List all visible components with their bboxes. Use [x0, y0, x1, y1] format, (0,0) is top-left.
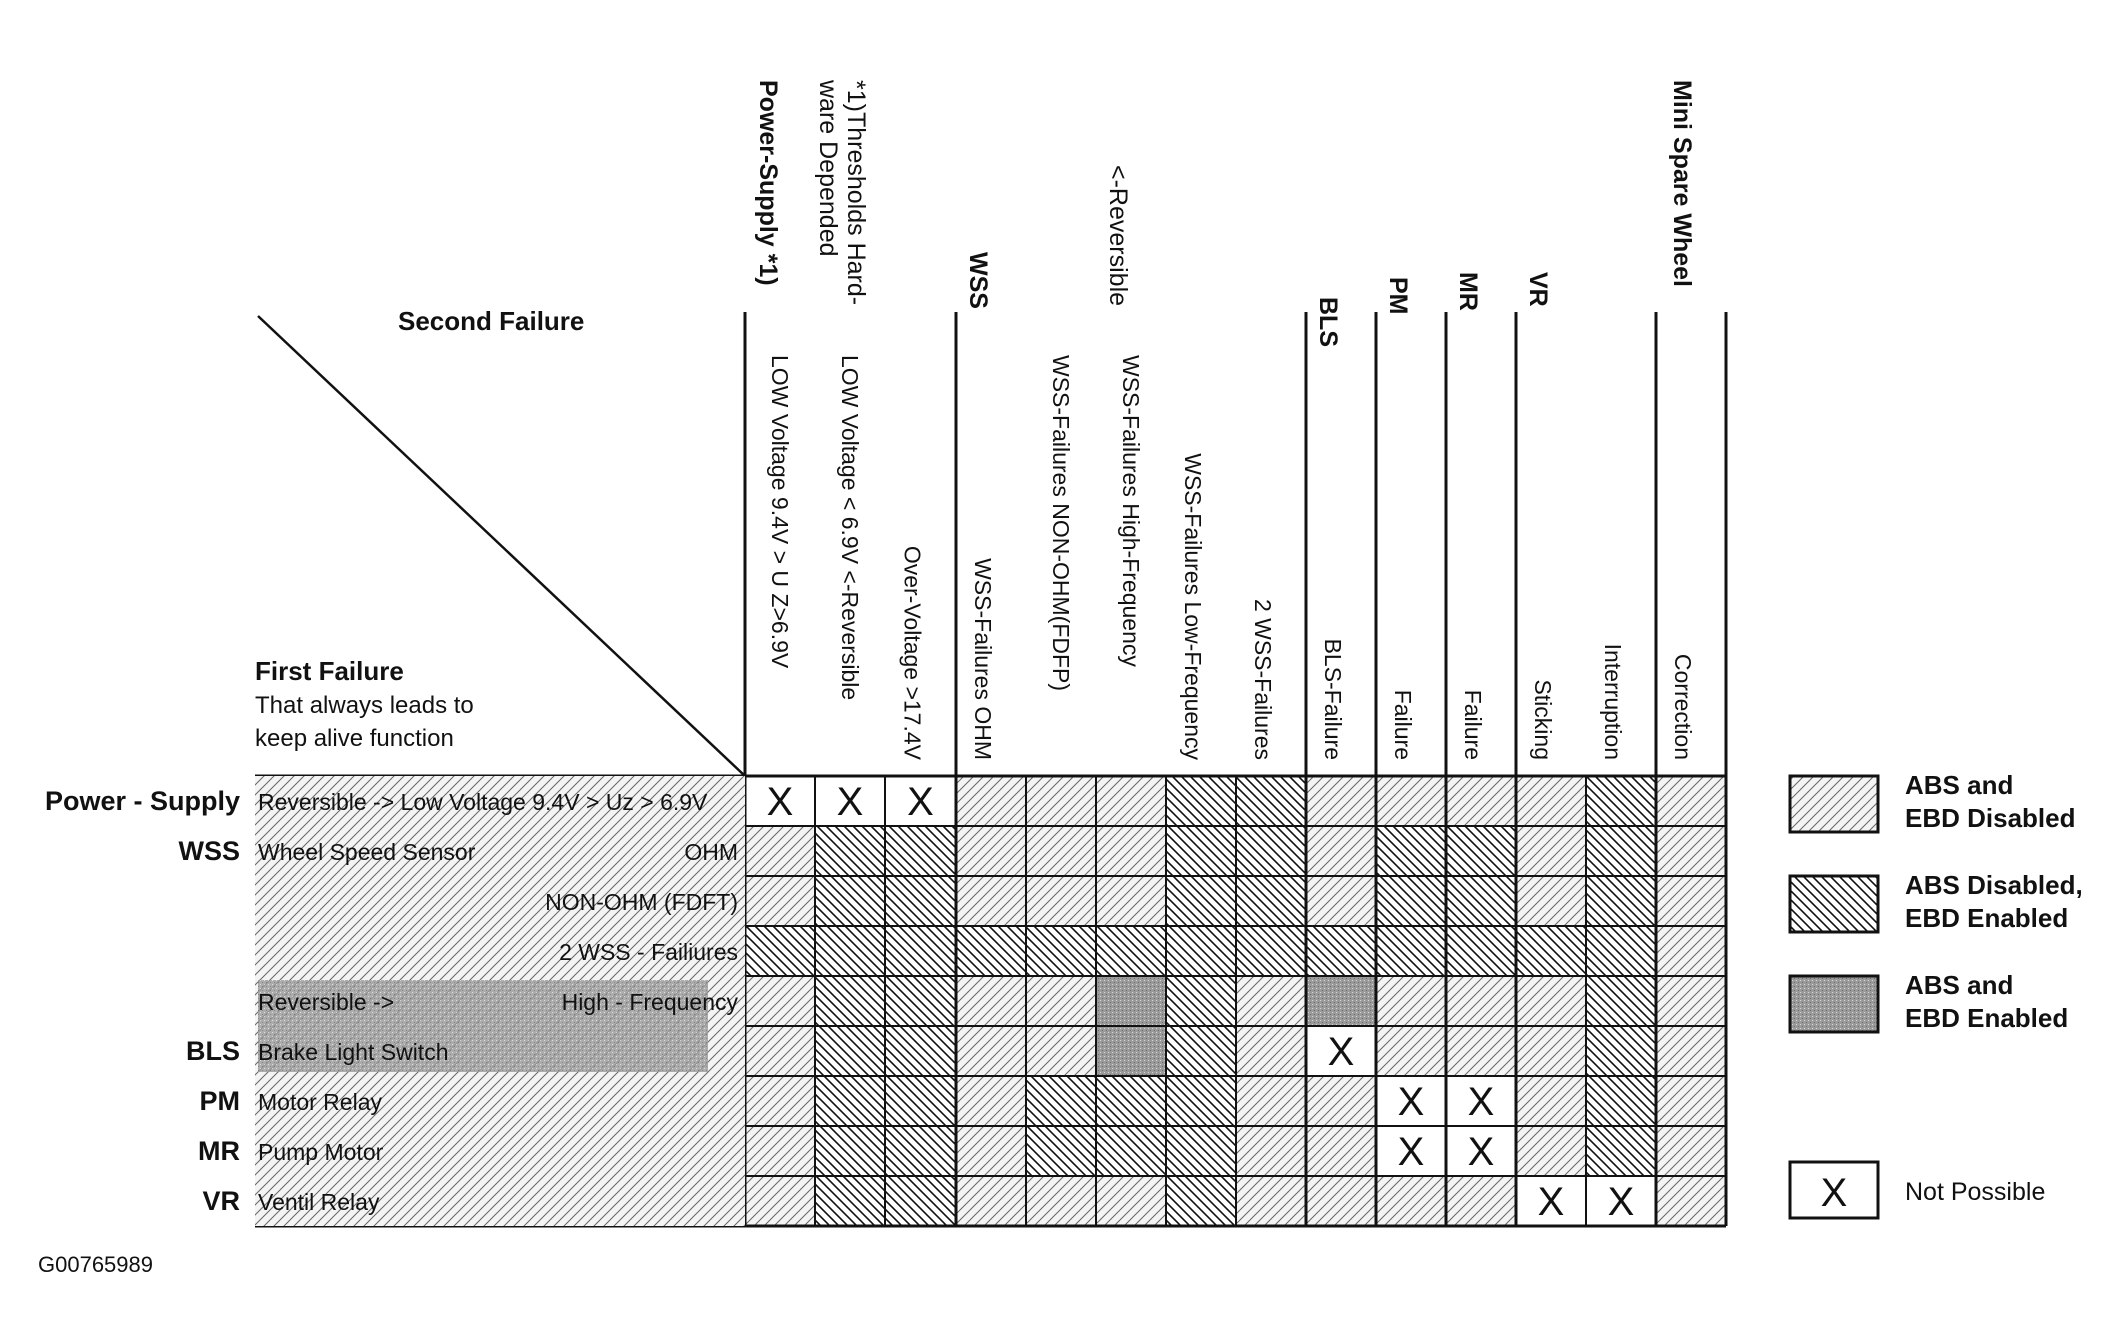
- matrix-cell: [1096, 976, 1166, 1026]
- row-group-label: MR: [198, 1136, 240, 1166]
- matrix-cell: [956, 776, 1026, 826]
- legend-item: [1790, 870, 2083, 933]
- matrix-cell: [1306, 1176, 1376, 1226]
- matrix-cell: [1236, 1026, 1306, 1076]
- column-group-label: <-Reversible: [1104, 165, 1132, 307]
- matrix-cell: [1656, 1076, 1726, 1126]
- matrix-cell: [885, 1076, 956, 1126]
- legend-item: [1790, 770, 2076, 833]
- column-group-label: BLS: [1314, 297, 1342, 347]
- matrix-cell: [1236, 976, 1306, 1026]
- row-label-right: High - Frequency: [561, 989, 738, 1015]
- legend-label: Not Possible: [1905, 1178, 2046, 1206]
- matrix-cell: [1586, 926, 1656, 976]
- matrix-cell: [1376, 876, 1446, 926]
- matrix-cell: [1026, 776, 1096, 826]
- legend-label-line1: ABS and: [1905, 970, 2014, 1000]
- matrix-cell: [1516, 976, 1586, 1026]
- figure-id: G00765989: [38, 1252, 153, 1277]
- row-label-left: Brake Light Switch: [258, 1039, 449, 1065]
- matrix-cell: [745, 1076, 815, 1126]
- row-labels: [45, 776, 745, 1226]
- matrix-cell: [815, 1176, 885, 1226]
- matrix-cell: [1376, 1026, 1446, 1076]
- column-group-label: ware Depended: [814, 80, 842, 257]
- column-label: WSS-Failures NON-OHM(FDFP): [1048, 355, 1074, 692]
- matrix-cell: [815, 876, 885, 926]
- matrix-cell: [885, 926, 956, 976]
- row-group-label: VR: [202, 1186, 240, 1216]
- row-group-label: BLS: [186, 1036, 240, 1066]
- column-group-label: VR: [1524, 272, 1552, 307]
- legend-x-mark: X: [1820, 1171, 1848, 1215]
- column-label: 2 WSS-Failures: [1250, 598, 1276, 760]
- column-label: LOW Voltage < 6.9V <-Reversible: [837, 355, 863, 701]
- matrix-cell: [1306, 1076, 1376, 1126]
- matrix-cell: [1656, 1126, 1726, 1176]
- matrix-cell: [1166, 1076, 1236, 1126]
- matrix-cell: [1096, 876, 1166, 926]
- matrix-cell: [1166, 826, 1236, 876]
- matrix-cell: [956, 1126, 1026, 1176]
- column-label: Over-Voltage >17.4V: [899, 545, 926, 760]
- column-label: Failure: [1460, 689, 1486, 760]
- column-label: Sticking: [1530, 679, 1556, 760]
- matrix-cell: [1236, 826, 1306, 876]
- matrix-cell: [1026, 1026, 1096, 1076]
- matrix-cell: [1376, 976, 1446, 1026]
- matrix-cell: [1306, 926, 1376, 976]
- row-label-left: Wheel Speed Sensor: [258, 839, 476, 865]
- matrix-cell: [1656, 876, 1726, 926]
- first-failure-sub2: keep alive function: [255, 725, 454, 752]
- matrix-cell: [745, 826, 815, 876]
- matrix-cell: [1516, 1176, 1586, 1226]
- matrix-cell: [1236, 1076, 1306, 1126]
- matrix-cell: [1586, 776, 1656, 826]
- matrix-cell: [1026, 1076, 1096, 1126]
- not-possible-mark: X: [1397, 1130, 1425, 1174]
- matrix-cell: [1096, 826, 1166, 876]
- matrix-cell: [1026, 1126, 1096, 1176]
- matrix-cell: [1376, 1176, 1446, 1226]
- matrix-cell: [1026, 926, 1096, 976]
- row-label-right: OHM: [684, 839, 738, 865]
- matrix-cell: [1376, 1126, 1446, 1176]
- legend-label-line2: EBD Enabled: [1905, 903, 2069, 933]
- row-label-right: NON-OHM (FDFT): [545, 889, 738, 915]
- matrix-cell: [1586, 826, 1656, 876]
- column-group-label: PM: [1384, 277, 1412, 315]
- matrix-cell: [885, 776, 956, 826]
- matrix-cell: [1656, 926, 1726, 976]
- matrix-cell: [1516, 1026, 1586, 1076]
- matrix-cell: [1376, 926, 1446, 976]
- column-label: Correction: [1670, 653, 1696, 760]
- matrix-cell: [1306, 776, 1376, 826]
- matrix-cell: [1656, 976, 1726, 1026]
- matrix-cell: [956, 1076, 1026, 1126]
- matrix-cell: [1656, 776, 1726, 826]
- matrix-cell: [1446, 1026, 1516, 1076]
- matrix-cell: [885, 1026, 956, 1076]
- matrix-cell: [1026, 976, 1096, 1026]
- matrix-cell: [1306, 976, 1376, 1026]
- matrix-cell: [1096, 1026, 1166, 1076]
- matrix-cell: [1446, 1126, 1516, 1176]
- matrix-cell: [1376, 776, 1446, 826]
- matrix-cell: [1656, 826, 1726, 876]
- matrix-cell: [1236, 876, 1306, 926]
- row-group-label: Power - Supply: [44, 786, 240, 816]
- legend-swatch: [1790, 776, 1878, 832]
- legend: [1790, 770, 2083, 1218]
- legend-swatch: [1790, 876, 1878, 932]
- matrix-cell: [1446, 776, 1516, 826]
- not-possible-mark: X: [1607, 1180, 1635, 1224]
- matrix-cell: [1656, 1026, 1726, 1076]
- matrix-cell: [1446, 1176, 1516, 1226]
- legend-swatch: [1790, 976, 1878, 1032]
- matrix-cell: [815, 1026, 885, 1076]
- matrix-cell: [1096, 1176, 1166, 1226]
- matrix-cell: [1236, 776, 1306, 826]
- not-possible-mark: X: [836, 780, 864, 824]
- matrix-cell: [1096, 1076, 1166, 1126]
- matrix-cell: [1096, 776, 1166, 826]
- matrix-cell: [1236, 1126, 1306, 1176]
- legend-item: [1790, 970, 2068, 1033]
- matrix-cell: [956, 826, 1026, 876]
- not-possible-mark: X: [1467, 1130, 1495, 1174]
- matrix-cell: [815, 1076, 885, 1126]
- matrix-cell: [956, 976, 1026, 1026]
- matrix-cell: [1586, 876, 1656, 926]
- matrix-cell: [815, 776, 885, 826]
- first-failure-sub1: That always leads to: [255, 692, 474, 719]
- column-label: WSS-Failures OHM: [970, 558, 996, 760]
- matrix-cell: [745, 776, 815, 826]
- matrix-cell: [1166, 1176, 1236, 1226]
- first-failure-label: First Failure: [255, 656, 404, 686]
- column-group-label: *1)Thresholds Hard-: [842, 80, 870, 306]
- not-possible-mark: X: [766, 780, 794, 824]
- column-label: WSS-Failures Low-Frequency: [1180, 453, 1206, 760]
- column-label: BLS-Failure: [1320, 638, 1346, 760]
- matrix-cell: [956, 1176, 1026, 1226]
- matrix-cell: [815, 826, 885, 876]
- matrix-cell: [885, 1176, 956, 1226]
- matrix-cell: [1166, 876, 1236, 926]
- matrix-cell: [1516, 926, 1586, 976]
- second-failure-label: Second Failure: [398, 306, 585, 336]
- matrix-cell: [745, 926, 815, 976]
- column-headers: [754, 79, 1696, 761]
- column-label: Interruption: [1600, 643, 1626, 760]
- not-possible-mark: X: [1467, 1080, 1495, 1124]
- matrix-cell: [1306, 1026, 1376, 1076]
- legend-label-line1: ABS Disabled,: [1905, 870, 2083, 900]
- row-group-label: WSS: [178, 836, 240, 866]
- matrix-cell: [1306, 826, 1376, 876]
- column-group-label: WSS: [964, 252, 992, 309]
- matrix-cell: [956, 926, 1026, 976]
- matrix-cell: [1166, 1126, 1236, 1176]
- matrix-cell: [956, 1026, 1026, 1076]
- matrix-cell: [1516, 826, 1586, 876]
- matrix-cell: [1166, 976, 1236, 1026]
- column-label: Failure: [1390, 689, 1416, 760]
- matrix-cell: [885, 976, 956, 1026]
- matrix-cell: [1026, 1176, 1096, 1226]
- matrix-cell: [885, 1126, 956, 1176]
- row-label-left: Reversible -> Low Voltage 9.4V > Uz > 6.9V: [258, 789, 708, 815]
- matrix-cell: [885, 826, 956, 876]
- matrix-cell: [745, 976, 815, 1026]
- matrix-cell: [745, 1126, 815, 1176]
- row-label-left: Pump Motor: [258, 1139, 384, 1165]
- matrix-cell: [1586, 1076, 1656, 1126]
- matrix-cell: [1516, 776, 1586, 826]
- column-label: LOW Voltage 9.4V > U Z>6.9V: [767, 355, 793, 669]
- row-label-left: Motor Relay: [258, 1089, 382, 1115]
- not-possible-mark: X: [907, 780, 934, 824]
- matrix-cell: [1586, 1126, 1656, 1176]
- matrix-cell: [1166, 926, 1236, 976]
- matrix-cell: [1026, 826, 1096, 876]
- matrix-cell: [1586, 1026, 1656, 1076]
- row-label-left: Reversible ->: [258, 989, 395, 1015]
- column-label: WSS-Failures High-Frequency: [1118, 355, 1144, 667]
- legend-label-line1: ABS and: [1905, 770, 2014, 800]
- matrix-cell: [1446, 876, 1516, 926]
- matrix-cell: [745, 1176, 815, 1226]
- matrix-cell: [1446, 976, 1516, 1026]
- not-possible-mark: X: [1397, 1080, 1425, 1124]
- matrix-cell: [745, 1026, 815, 1076]
- legend-label-line2: EBD Enabled: [1905, 1003, 2069, 1033]
- matrix-cell: [1586, 1176, 1656, 1226]
- matrix-cell: [1096, 926, 1166, 976]
- matrix-cell: [1446, 926, 1516, 976]
- not-possible-mark: X: [1537, 1180, 1565, 1224]
- matrix-cell: [1376, 1076, 1446, 1126]
- matrix-cell: [815, 1126, 885, 1176]
- legend-label-line2: EBD Disabled: [1905, 803, 2076, 833]
- matrix-cell: [1306, 876, 1376, 926]
- column-group-label: Mini Spare Wheel: [1668, 80, 1696, 287]
- matrix-cell: [956, 876, 1026, 926]
- matrix-cell: [1656, 1176, 1726, 1226]
- matrix-cell: [745, 876, 815, 926]
- matrix-cell: [1446, 1076, 1516, 1126]
- column-group-label: Power-Supply *1): [754, 80, 782, 286]
- matrix-cell: [1236, 926, 1306, 976]
- matrix-cell: [1586, 976, 1656, 1026]
- column-group-label: MR: [1454, 272, 1482, 311]
- row-group-label: PM: [199, 1086, 240, 1116]
- matrix-cell: [1516, 876, 1586, 926]
- matrix-cell: [815, 926, 885, 976]
- matrix-cell: [1166, 776, 1236, 826]
- legend-item: [1790, 1162, 2045, 1218]
- matrix-cell: [1026, 876, 1096, 926]
- matrix-cell: [885, 876, 956, 926]
- matrix-cell: [1306, 1126, 1376, 1176]
- matrix-cell: [1096, 1126, 1166, 1176]
- matrix-cell: [1236, 1176, 1306, 1226]
- matrix-cell: [1516, 1076, 1586, 1126]
- matrix-cell: [1166, 1026, 1236, 1076]
- row-label-left: Ventil Relay: [258, 1189, 380, 1215]
- not-possible-mark: X: [1327, 1030, 1355, 1074]
- matrix-cell: [1446, 826, 1516, 876]
- row-label-right: 2 WSS - Failiures: [559, 939, 738, 965]
- matrix-cell: [1376, 826, 1446, 876]
- matrix-cell: [1516, 1126, 1586, 1176]
- matrix-cell: [815, 976, 885, 1026]
